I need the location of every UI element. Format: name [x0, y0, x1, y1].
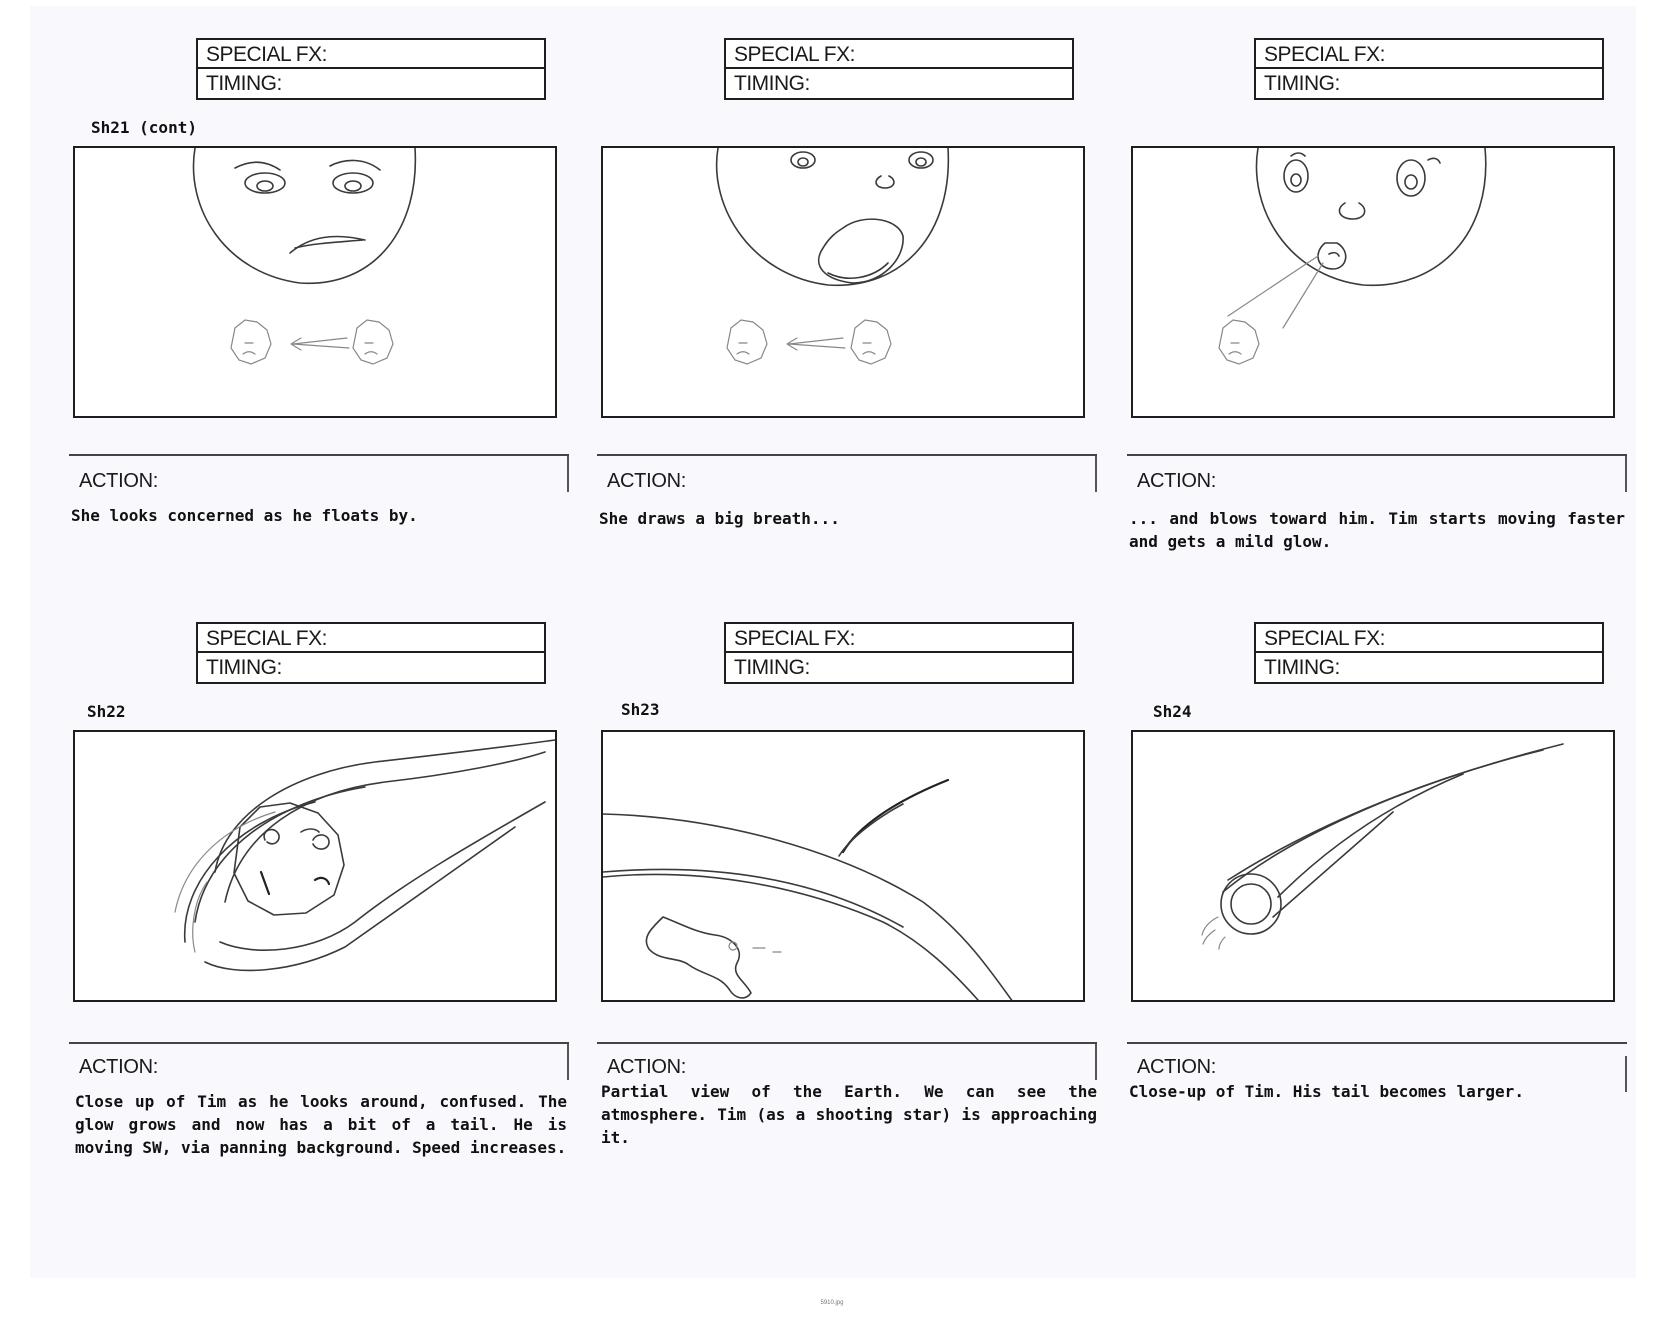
fx-timing-box: [1254, 622, 1604, 684]
earth-blowing-sketch: [1133, 148, 1615, 418]
sketch-frame: [1131, 730, 1615, 1002]
sketch-frame: [601, 146, 1085, 418]
action-label: ACTION:: [79, 1056, 159, 1078]
shot-number: Sh21 (cont): [91, 118, 197, 137]
action-divider-tick: [1095, 456, 1097, 492]
shot-number: Sh22: [87, 702, 126, 721]
fx-timing-box: [724, 622, 1074, 684]
fx-timing-box: [196, 38, 546, 100]
special-fx-label: SPECIAL FX:: [1256, 624, 1602, 653]
action-divider-tick: [1095, 1044, 1097, 1080]
sketch-frame: [1131, 146, 1615, 418]
action-label: ACTION:: [607, 470, 687, 492]
sketch-frame: [601, 730, 1085, 1002]
storyboard-panel-6: [1131, 622, 1621, 1182]
sketch-frame: [73, 730, 557, 1002]
sketch-frame: [73, 146, 557, 418]
action-description: Close-up of Tim. His tail becomes larger.: [1129, 1082, 1524, 1101]
action-label: ACTION:: [79, 470, 159, 492]
storyboard-panel-2: [601, 38, 1091, 598]
action-divider-tick: [1625, 1056, 1627, 1092]
action-divider: [69, 1042, 569, 1044]
special-fx-label: SPECIAL FX:: [1256, 40, 1602, 69]
storyboard-panel-5: [601, 622, 1097, 1182]
earth-concerned-sketch: [75, 148, 557, 418]
action-divider: [597, 454, 1097, 456]
action-divider-tick: [1625, 456, 1627, 492]
earth-inhaling-sketch: [603, 148, 1085, 418]
special-fx-label: SPECIAL FX:: [726, 624, 1072, 653]
comet-large-tail-sketch: [1133, 732, 1615, 1002]
action-divider: [597, 1042, 1097, 1044]
fx-timing-box: [724, 38, 1074, 100]
action-description: Close up of Tim as he looks around, confused. The glow grows and now has a bit of a tail. He is moving SW, via panning background. Speed increases.: [75, 1092, 567, 1157]
shot-number: Sh24: [1153, 702, 1192, 721]
timing-label: TIMING:: [1264, 656, 1340, 679]
special-fx-label: SPECIAL FX:: [198, 40, 544, 69]
action-divider-tick: [567, 1044, 569, 1080]
timing-label: TIMING:: [206, 72, 282, 95]
action-label: ACTION:: [1137, 1056, 1217, 1078]
action-divider-tick: [567, 456, 569, 492]
shot-number: Sh23: [621, 700, 660, 719]
action-label: ACTION:: [1137, 470, 1217, 492]
storyboard-panel-1: [73, 38, 563, 598]
timing-label: TIMING:: [1264, 72, 1340, 95]
action-description: She draws a big breath...: [599, 509, 840, 528]
action-label: ACTION:: [607, 1056, 687, 1078]
timing-label: TIMING:: [206, 656, 282, 679]
storyboard-panel-3: [1129, 38, 1625, 598]
storyboard-panel-4: [73, 622, 567, 1182]
comet-closeup-sketch: [75, 732, 557, 1002]
special-fx-label: SPECIAL FX:: [726, 40, 1072, 69]
fx-timing-box: [196, 622, 546, 684]
action-description: ... and blows toward him. Tim starts moving faster and gets a mild glow.: [1129, 509, 1625, 551]
file-name-footer: 5910.jpg: [820, 1300, 844, 1306]
action-divider: [69, 454, 569, 456]
timing-label: TIMING:: [734, 72, 810, 95]
action-divider: [1127, 454, 1627, 456]
fx-timing-box: [1254, 38, 1604, 100]
timing-label: TIMING:: [734, 656, 810, 679]
special-fx-label: SPECIAL FX:: [198, 624, 544, 653]
action-description: She looks concerned as he floats by.: [71, 506, 418, 525]
earth-atmosphere-sketch: [603, 732, 1085, 1002]
action-description: Partial view of the Earth. We can see the atmosphere. Tim (as a shooting star) is approaching it.: [601, 1082, 1097, 1147]
action-divider: [1127, 1042, 1627, 1044]
